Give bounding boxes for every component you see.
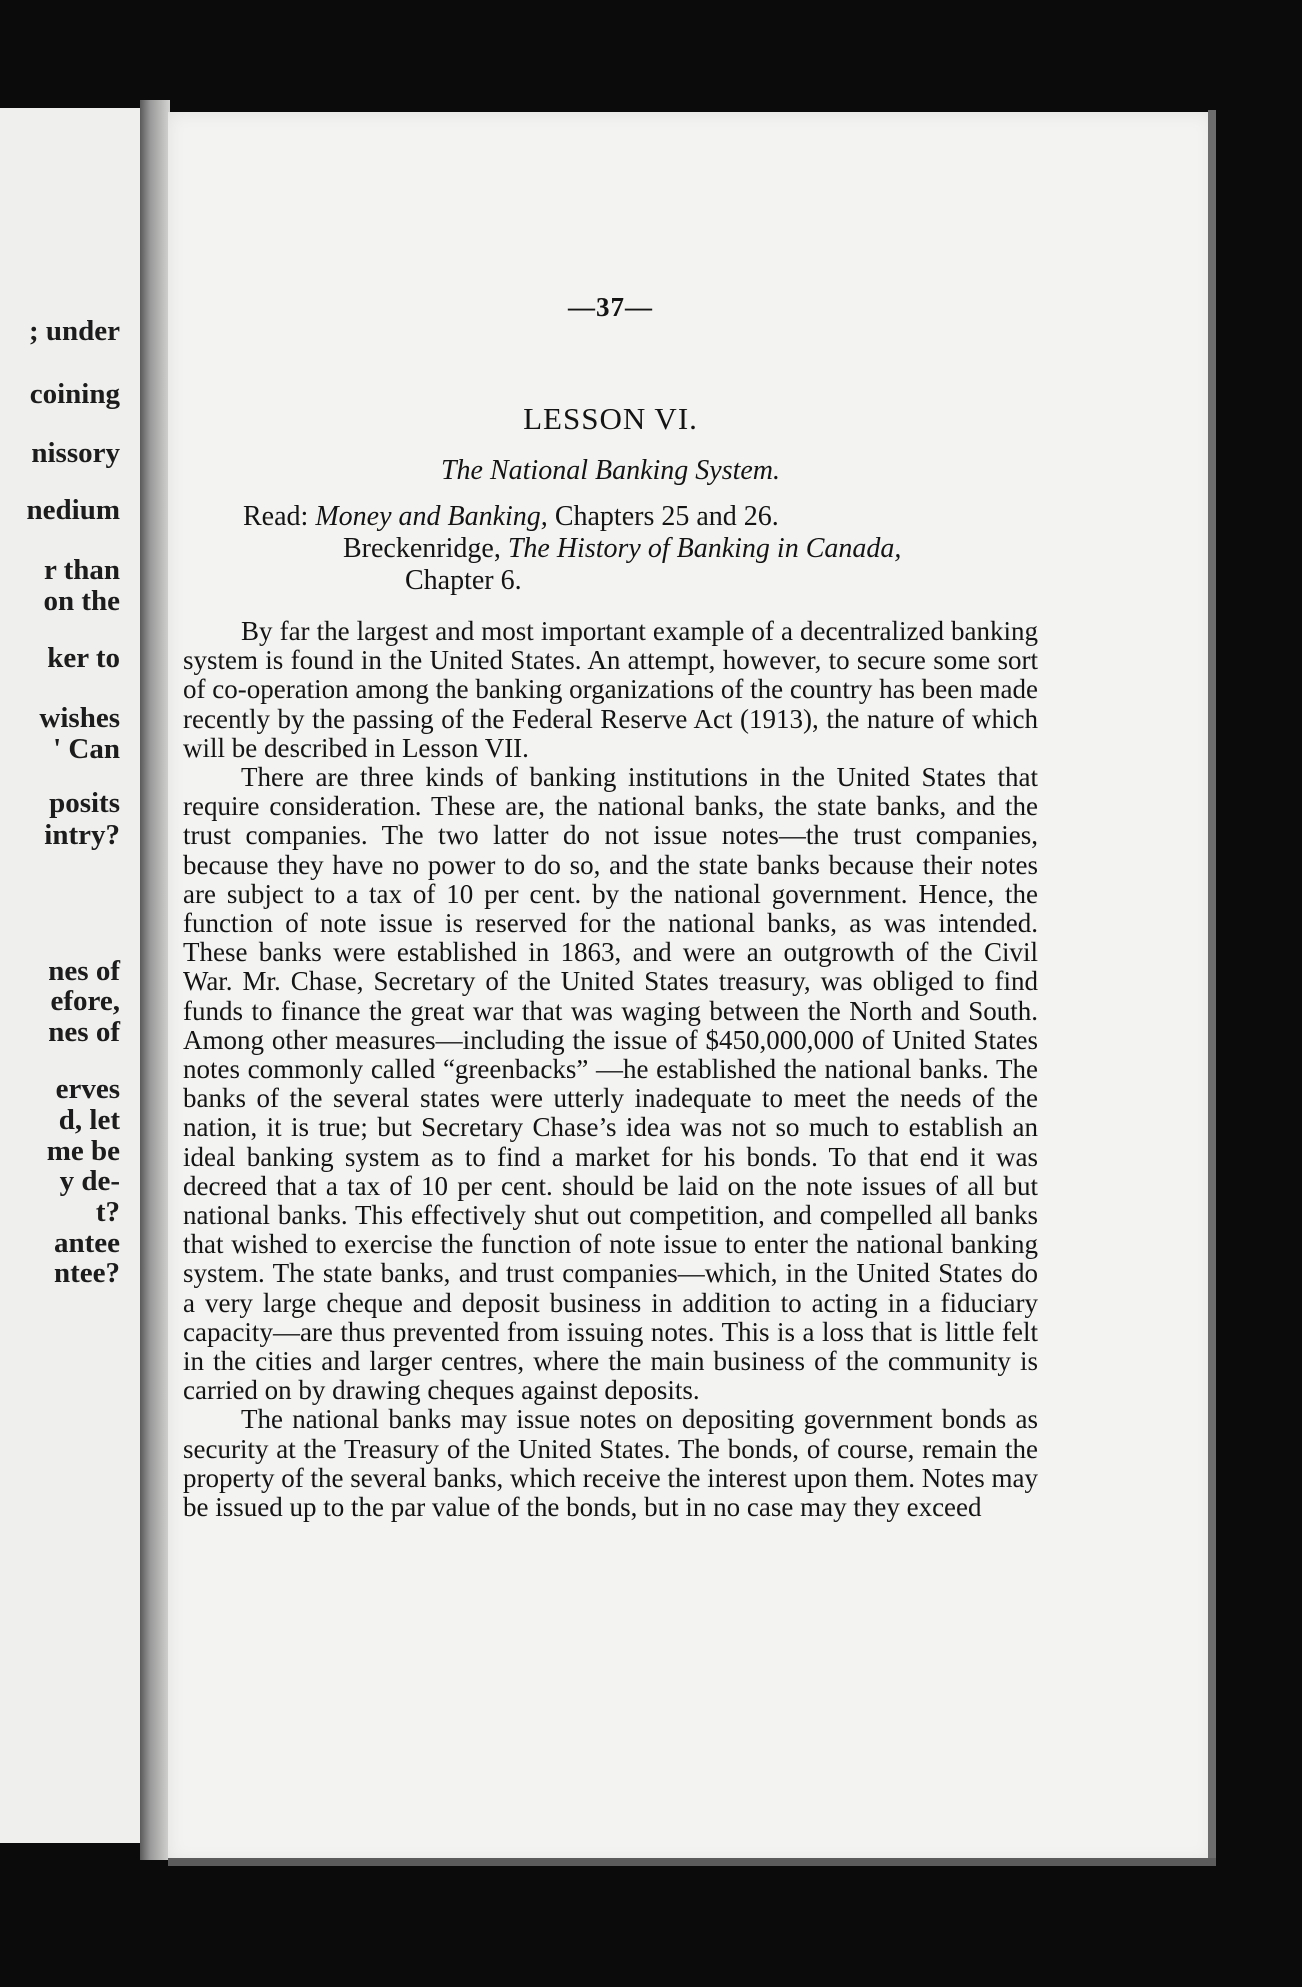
reading-line-3	[183, 565, 1038, 597]
reading-book-1-chapters: Chapters 25 and 26.	[554, 501, 779, 532]
reading-assignment	[183, 501, 1038, 597]
left-page-fragment: wishes	[39, 702, 120, 734]
reading-label: Read:	[243, 501, 309, 532]
lesson-subtitle: The National Banking System.	[440, 455, 781, 486]
left-page-fragment: nedium	[26, 494, 120, 526]
left-page-fragment: ntee?	[53, 1257, 120, 1289]
left-page-fragment: r than	[43, 554, 120, 586]
reading-line-2	[183, 533, 1038, 565]
paragraph: There are three kinds of banking institutions in the United States that require consideration. These are, the national banks, the state banks, and the trust companies. The two latter do not issue notes—the trust companies, because they have no power to do so, and the state banks because their notes are subject to a tax of 10 per cent. by the national government. Hence, the function of note issue is reserved for the national banks, as was intended. These banks were established in 1863, and were an outgrowth of the Civil War. Mr. Chase, Secretary of the United States treasury, was obliged to find funds to finance the great war that was waging between the North and South. Among other measures—including the issue of $450,000,000 of United States notes commonly called “greenbacks” —he established the national banks. The banks of the several states were utterly inadequate to meet the needs of the nation, it is true; but Secretary Chase’s idea was not so much to establish an ideal banking system as to find a market for his bonds. To that end it was decreed that a tax of 10 per cent. should be laid on the note issues of all but national banks. This effectively shut out competition, and compelled all banks that wished to exercise the function of note issue to enter the national banking system. The state banks, and trust companies—which, in the United States do a very large cheque and deposit business in addition to acting in a fiduciary capacity—are thus prevented from issuing notes. This is a loss that is little felt in the cities and larger centres, where the main business of the community is carried on by drawing cheques against deposits.	[183, 762, 1038, 1406]
left-page-fragment: posits	[49, 787, 120, 819]
left-page-fragment: coining	[29, 378, 120, 410]
reading-book-2-chapter: Chapter 6.	[405, 565, 522, 596]
left-page-fragment: nes of	[48, 1016, 120, 1048]
paragraph: By far the largest and most important example of a decentralized banking system is found in the United States. An attempt, however, to secure some sort of co-operation among the banking organizations of the country has been made recently by the passing of the Federal Reserve Act (1913), the nature of which will be described in Lesson VII.	[183, 616, 1038, 763]
reading-book-2-author: Breckenridge,	[343, 533, 501, 564]
left-page-fragment: erves	[55, 1073, 120, 1105]
left-page-fragment: on the	[43, 585, 120, 617]
paragraph: The national banks may issue notes on depositing government bonds as security at the Treasury of the United States. The bonds, of course, remain the property of the several banks, which receive the interest upon them. Notes may be issued up to the par value of the bonds, but in no case may they exceed	[183, 1404, 1038, 1523]
left-page-fragment: efore,	[50, 985, 120, 1017]
left-page-fragment: t?	[95, 1196, 120, 1228]
left-page-fragment: intry?	[44, 819, 120, 851]
lesson-title: LESSON VI.	[523, 401, 698, 436]
book-gutter	[140, 100, 170, 1860]
left-page-fragment: ker to	[47, 642, 120, 674]
body-text	[183, 617, 1038, 1522]
left-page-fragment: antee	[53, 1227, 120, 1259]
left-page-fragment: ' Can	[53, 733, 120, 765]
left-facing-page	[0, 108, 140, 1843]
left-page-fragment: d, let	[58, 1104, 120, 1136]
left-page-fragment: ; under	[28, 315, 120, 347]
left-page-fragment: y de-	[59, 1165, 120, 1197]
left-page-fragment: nes of	[48, 955, 120, 987]
reading-book-2-title: The History of Banking in Canada,	[507, 533, 902, 564]
page-edge-right	[1208, 110, 1216, 1862]
page-number: —37—	[568, 292, 653, 322]
reading-book-1-title: Money and Banking,	[315, 501, 548, 532]
page-content	[183, 292, 1038, 1522]
left-page-fragment: me be	[46, 1135, 120, 1167]
page-edge-bottom	[168, 1858, 1216, 1866]
left-page-fragment: nissory	[31, 437, 120, 469]
reading-line-1	[183, 501, 1038, 533]
